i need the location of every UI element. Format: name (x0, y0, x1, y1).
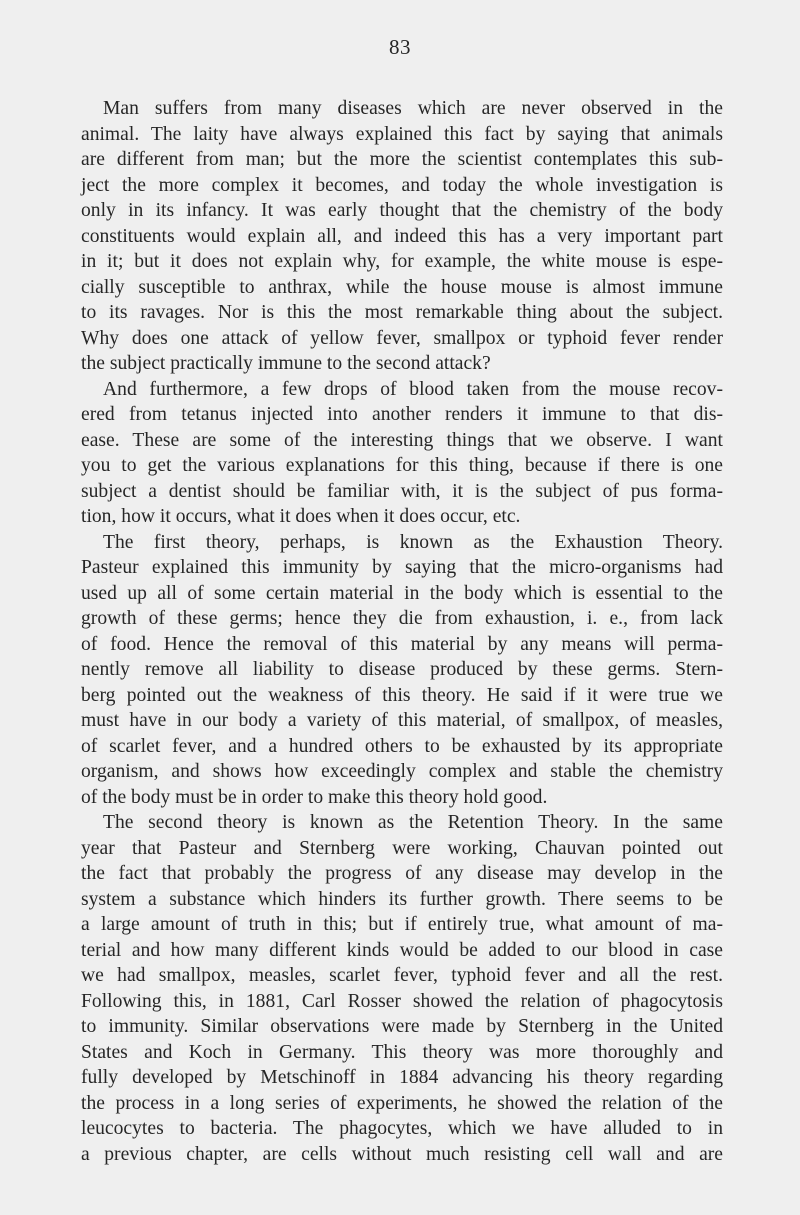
text-line: Pasteur explained this immunity by saying that the micro-organisms had (81, 557, 723, 578)
text-line: of scarlet fever, and a hundred others to be exhausted by its appropriate (81, 735, 723, 757)
text-line: used up all of some certain material in the body which is essential to the (81, 582, 723, 604)
page-number: 83 (389, 35, 411, 59)
text-line: The first theory, perhaps, is known as the Exhaustion Theory. (103, 531, 723, 553)
text-line: only in its infancy. It was early thought that the chemistry of the body (81, 200, 723, 221)
text-line: ease. These are some of the interesting things that we observe. I want (81, 429, 723, 451)
text-line: you to get the various explanations for this thing, because if there is one (81, 455, 723, 476)
text-line: And furthermore, a few drops of blood taken from the mouse recov- (103, 378, 723, 400)
text-line: Why does one attack of yellow fever, smallpox or typhoid fever render (81, 327, 723, 349)
text-line: of the body must be in order to make this theory hold good. (81, 786, 548, 808)
text-line: to immunity. Similar observations were made by Sternberg in the United (81, 1016, 723, 1037)
text-line: berg pointed out the weakness of this theory. He said if it were true we (81, 684, 723, 706)
text-line: the process in a long series of experiments, he showed the relation of the (81, 1092, 723, 1114)
text-line: the subject practically immune to the second attack? (81, 353, 491, 374)
text-line: organism, and shows how exceedingly complex and stable the chemistry (81, 761, 723, 782)
text-line: to its ravages. Nor is this the most remarkable thing about the subject. (81, 302, 723, 323)
text-line: States and Koch in Germany. This theory was more thoroughly and (81, 1041, 723, 1063)
text-line: a previous chapter, are cells without much resisting cell wall and are (81, 1143, 723, 1165)
text-line: the fact that probably the progress of any disease may develop in the (81, 863, 723, 884)
text-line: of food. Hence the removal of this material by any means will perma- (81, 633, 723, 655)
text-line: are different from man; but the more the scientist contemplates this sub- (81, 149, 723, 170)
text-line: The second theory is known as the Retention Theory. In the same (103, 812, 723, 833)
text-line: system a substance which hinders its further growth. There seems to be (81, 888, 723, 910)
text-line: leucocytes to bacteria. The phagocytes, which we have alluded to in (81, 1118, 723, 1139)
text-line: Man suffers from many diseases which are never observed in the (103, 98, 723, 119)
text-line: tion, how it occurs, what it does when it does occur, etc. (81, 506, 521, 527)
text-line: animal. The laity have always explained this fact by saying that animals (81, 123, 723, 145)
text-line: ject the more complex it becomes, and today the whole investigation is (81, 174, 723, 196)
text-line: cially susceptible to anthrax, while the house mouse is almost immune (81, 276, 723, 298)
text-line: a large amount of truth in this; but if entirely true, what amount of ma- (81, 914, 723, 935)
text-line: constituents would explain all, and indeed this has a very important part (81, 225, 723, 247)
text-line: subject a dentist should be familiar with, it is the subject of pus forma- (81, 480, 723, 502)
text-line: we had smallpox, measles, scarlet fever, typhoid fever and all the rest. (81, 965, 723, 986)
text-line: ered from tetanus injected into another renders it immune to that dis- (81, 404, 723, 425)
text-line: must have in our body a variety of this material, of smallpox, of measles, (81, 710, 723, 731)
text-line: fully developed by Metschinoff in 1884 advancing his theory regarding (81, 1067, 723, 1088)
text-line: terial and how many different kinds would be added to our blood in case (81, 939, 723, 961)
text-line: year that Pasteur and Sternberg were working, Chauvan pointed out (81, 837, 723, 859)
text-line: nently remove all liability to disease produced by these germs. Stern- (81, 659, 723, 680)
body-text (81, 96, 723, 1167)
text-line: in it; but it does not explain why, for example, the white mouse is espe- (81, 251, 723, 272)
text-line: Following this, in 1881, Carl Rosser showed the relation of phagocytosis (81, 990, 723, 1012)
text-line: growth of these germs; hence they die from exhaustion, i. e., from lack (81, 608, 723, 629)
